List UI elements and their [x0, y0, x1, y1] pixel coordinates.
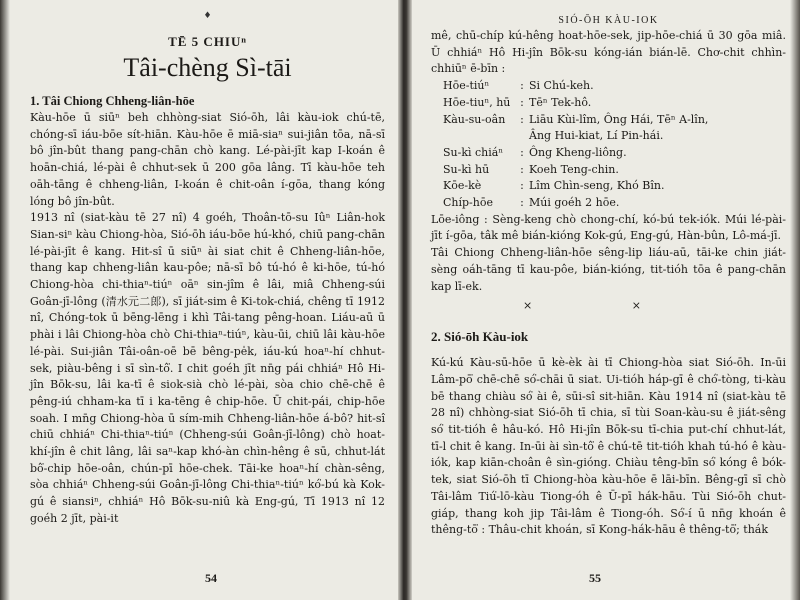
officer-role: Hōe-tiuⁿ, hū — [443, 95, 511, 109]
section-2-body: Kú-kú Kàu-sū-hōe ū kè-èk ài tī Chiong-hòa siat Sió-ōh. In-ūi Lâm-pō͘ chē-chē só͘-chāi ū siat. Ui-tióh háp-gī ê chó͘-tòng, ti-kàu bē thang chiàu só͘ ài ê, sūi-sî sit-hiān. Kàu 1914 nî (siat-kàu tē 28 nî) chhòng-siat Sió-ōh tī chia, sī tùi Soan-kàu-su ê jiát-sêng só͘ tit-tióh ê hâu-kó. Hô Hi-jîn Bōk-su tī-chia put-chí chhut-lát, tī-l chit ê kang. In-ūi ài sìn-tô͘ ê chú-tē tit-tióh khah tú-hó ê kàu-iók, kap kiān-choân ê sìn-gióng. Chiàu têng-bīn só͘ kóng ê bók-tek, siat Sió-ōh tī Chiong-hòa kàu-hōe ē lāi-bīn. Bêng-gī sī chò Tâi-lâm Tiú͘-lō-kàu Tiong-óh ê Ū-pī hák-hāu. Tùi Sió-ōh chut-giáp, thang koh jip Tâi-lâm ê Tiong-óh. Só͘-í ū nn̄g khoán ê thêng-tō͘ : Thâu-chit khoán, sī Kong-hák-hāu ê thêng-tō͘; thák — [431, 356, 786, 537]
officer-row — [443, 162, 708, 179]
officer-separator: : — [520, 196, 524, 210]
officer-names: Liāu Kùi-lîm, Ông Hái, Tēⁿ A-lîn, Âng Hui-kiat, Lí Pin-hái. — [529, 112, 709, 143]
page-number-left: 54 — [205, 571, 217, 585]
officer-row — [443, 95, 708, 112]
section-1-heading: 1. Tâi Chiong Chheng-liân-hōe — [30, 94, 195, 108]
officer-names: Si Chú-keh. — [529, 79, 594, 93]
section-2-heading: 2. Sió-ōh Kàu-iok — [431, 329, 529, 345]
officer-separator: : — [520, 162, 524, 176]
officer-row — [443, 78, 708, 95]
officer-separator: : — [520, 145, 524, 159]
chapter-title: Tâi-chèng Sì-tāi — [123, 53, 292, 82]
officer-role: Hōe-tiúⁿ — [443, 79, 490, 93]
officer-separator: : — [520, 95, 524, 109]
right-page — [409, 0, 800, 600]
officer-names: Koeh Teng-chin. — [529, 162, 619, 176]
right-page-after-list: Lōe-iông : Sèng-keng chò chong-chí, kó-bú tek-iók. Múi lé-pài-jīt í-gōa, tâk mê bián-kióng Kok-gú, Eng-gú, Hàn-bûn, Lô-má-jī. Tâi Chiong Chheng-liân-hōe sêng-lip liáu-aū, tāi-ke chin jiát-sèng oáh-tāng tī kau-pôe, bián-kióng, tit-tióh tōa ê pang-chān kap lī-ek. — [431, 212, 786, 293]
officer-role: Su-kì chiáⁿ — [443, 145, 504, 159]
page-edge-shadow — [0, 0, 10, 600]
ornament-mark: ♦ — [203, 11, 212, 21]
officer-role: Su-kì hū — [443, 162, 490, 176]
officer-role: Kōe-kè — [443, 179, 482, 193]
officer-list — [443, 78, 708, 212]
page-edge-shadow — [790, 0, 800, 600]
officer-names: Múi goéh 2 hōe. — [529, 196, 620, 210]
officer-role: Kàu-su-oân — [443, 112, 506, 126]
officer-row — [443, 112, 708, 145]
chapter-number: TĒ 5 CHIUⁿ — [168, 34, 247, 49]
left-page-body: Kàu-hōe ū siūⁿ beh chhòng-siat Sió-ōh, lâi kàu-iok chú-tē, chóng-sī iáu-bōe sít-hiān. Kàu-hōe ē miā-siaⁿ sui-jiân tōa, nā-sī bô jîn-bût thang pang-chān chò kang. Lé-pài-jīt kap I-koán ê hoān-chiá, lé-pài ê chhut-sek ū 200 gōa lâng. Tī kàu-hōe teh oāh-tāng ê chheng-liân, I-koán ê chit-oân í-gōa, thang kóng lóng bô jîn-bût. 1913 nî (siat-kàu tē 27 nî) 4 goéh, Thoân-tō-su Iûⁿ Liân-hok Sian-siⁿ kàu Chiong-hòa, Sió-ōh iáu-bōe hú-khó, chiū pang-chān lé-pài-jīt ê kang. Hit-sî ū siūⁿ ài siat chit ê Chheng-liân-hōe, thang kap chheng-liân kau-pôe; nā-sī bô tú-hó ê ki-hōe, tú-hó Chiong-hòa chi-thiaⁿ-tiúⁿ oāⁿ sin-jîm ê lâi, miâ Chheng-súi Goân-jī-lông (清水元二郎), sī jiát-sim ê Ki-tok-chiá, chêng tī 1912 nî, Chóng-tok ū bēng-lēng i khì Tâi-tang pêng-hoan. Liáu-aū ū phài i lâi Chiong-hòa chò Chi-thiaⁿ-tiúⁿ, kàu-ūi, chiū lâi kàu-hōe lé-pài. Sui-jiân Tâi-oân-oē bē bêng-pe̍k, iáu-kú hoaⁿ-hí chhut-sek, piàu-bêng i sī sìn-tô͘. I chit goéh jīt nn̄g pái chhiáⁿ Hô Hi-jîn Bōk-su, lâi ka-tī ê siok-sià chò lé-pài, sòa chio chē-chē ê pêng-iú chham-ka tī i ka-tēng ê chip-hōe. Ū chit-pái, chip-hōe soah. I mn̄g Chiong-hòa ū sím-mih Chheng-liân-hōe á-bô? hit-sî chiū chhiáⁿ Chi-thiaⁿ-tiúⁿ (Chheng-súi Goân-jī-lông) chò hoat-khí-jîn ê chit lâng, lâi saⁿ-kap khó-àn chìn-hêng ê sū, chhut-lát bô͘-chip hōe-oân, chún-pī hōe-chek. Tāi-ke hoaⁿ-hí chàn-sêng, sòa chhiáⁿ Chheng-súi Goân-jī-lông Chi-thiaⁿ-tiúⁿ kó͘-bú kà Kok-gú ê siansiⁿ, chhiáⁿ Hô Bōk-su-niû kà Eng-gú, Tī 1913 nî 12 goéh 2 jīt, pài-it — [30, 111, 385, 525]
officer-row — [443, 178, 708, 195]
officer-role: Chíp-hōe — [443, 196, 493, 210]
officer-separator: : — [520, 179, 524, 193]
officer-row — [443, 145, 708, 162]
section-separator — [523, 299, 641, 313]
book-gutter — [398, 0, 412, 600]
officer-separator: : — [520, 79, 524, 93]
officer-row — [443, 195, 708, 212]
officer-separator: : — [520, 112, 524, 126]
separator-mark: × — [523, 299, 533, 313]
right-page-intro: mê, chū-chíp kú-hêng hoat-hōe-sek, jip-hōe-chiá ū 30 gōa miâ. Ū chhiáⁿ Hô Hi-jîn Bōk-su kóng-ián bián-lē. Chơ-chit chhìn-chhiūⁿ ē-bīn : — [431, 29, 786, 76]
separator-mark: × — [631, 299, 641, 313]
officer-names: Ông Kheng-liông. — [529, 145, 627, 159]
page-number-right: 55 — [589, 571, 601, 585]
officer-names: Lîm Chìn-seng, Khó Bîn. — [529, 179, 665, 193]
running-head: SIÓ-ŌH KÀU-IOK — [558, 15, 659, 26]
officer-names: Tēⁿ Tek-hô. — [529, 95, 592, 109]
